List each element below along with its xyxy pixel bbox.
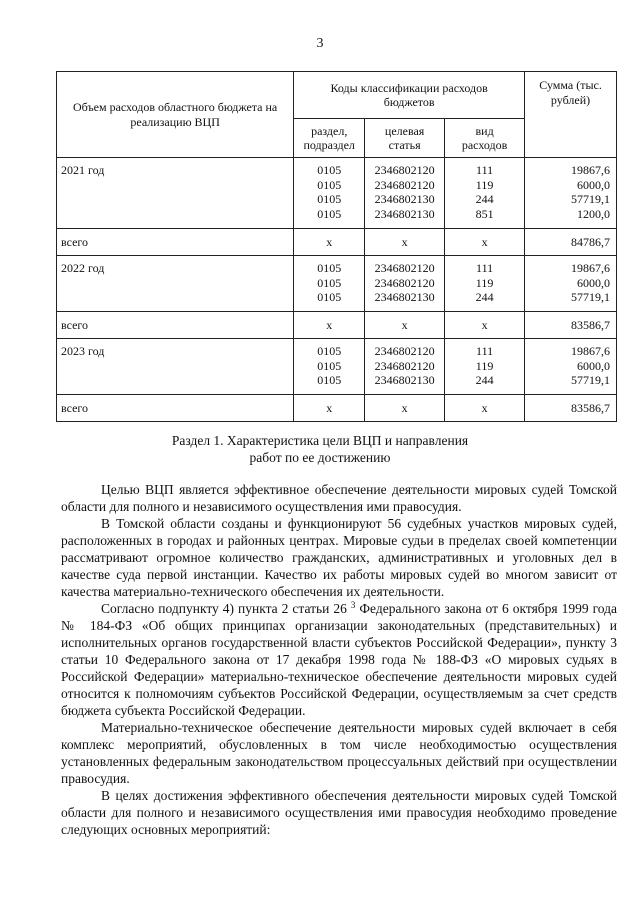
total-sum: 83586,7 bbox=[525, 312, 617, 339]
article-column-header: целевая статья bbox=[365, 119, 445, 158]
total-type: х bbox=[445, 395, 525, 422]
section-title bbox=[0, 432, 640, 466]
article-cell: 2346802120 2346802120 2346802130 bbox=[365, 339, 445, 395]
total-sum: 84786,7 bbox=[525, 229, 617, 256]
paragraph-text: Федерального закона от 6 октября 1999 года № 184-ФЗ «Об общих принципах организации законодательных (представительных) и исполнительных органов государственной власти субъектов Российской Федерации», пункту 3 статьи 10 Федерального закона от 17 декабря 1998 года № 188-ФЗ «О мировых судьях в Российской Федерации» материально-техническое обеспечение деятельности мировых судей относится к полномочиям субъектов Российской Федерации, осуществляемым за счет средств бюджета субъекта Российской Федерации. bbox=[61, 601, 618, 718]
paragraph bbox=[61, 600, 617, 719]
budget-table bbox=[56, 71, 617, 422]
section-column-header: раздел, подраздел bbox=[294, 119, 365, 158]
year-row bbox=[57, 256, 617, 312]
total-type: х bbox=[445, 312, 525, 339]
codes-header: Коды классификации расходов бюджетов bbox=[294, 72, 525, 119]
total-section: х bbox=[294, 395, 365, 422]
type-column-header: вид расходов bbox=[445, 119, 525, 158]
volume-header: Объем расходов областного бюджета на реализацию ВЦП bbox=[57, 72, 294, 158]
total-article: х bbox=[365, 229, 445, 256]
paragraph: Материально-техническое обеспечение деятельности мировых судей включает в себя комплекс мероприятий, обусловленных в том числе необходимостью осуществления установленных федеральным законодательством процессуальных действий при осуществлении правосудия. bbox=[61, 720, 617, 786]
paragraph: Целью ВЦП является эффективное обеспечение деятельности мировых судей Томской области для полного и независимого осуществления ими правосудия. bbox=[61, 482, 617, 514]
section-cell: 0105 0105 0105 bbox=[294, 256, 365, 312]
article-cell: 2346802120 2346802120 2346802130 bbox=[365, 256, 445, 312]
paragraph: В целях достижения эффективного обеспечения деятельности мировых судей Томской области для полного и независимого осуществления ими правосудия необходимо проведение следующих основных мероприятий: bbox=[61, 788, 617, 837]
year-label: 2023 год bbox=[57, 339, 294, 395]
sum-cell: 19867,6 6000,0 57719,1 1200,0 bbox=[525, 158, 617, 229]
sum-cell: 19867,6 6000,0 57719,1 bbox=[525, 256, 617, 312]
total-sum: 83586,7 bbox=[525, 395, 617, 422]
section-title-line: Раздел 1. Характеристика цели ВЦП и направления bbox=[171, 433, 469, 448]
sum-header: Сумма (тыс. рублей) bbox=[525, 72, 617, 158]
type-cell: 111 119 244 851 bbox=[445, 158, 525, 229]
total-label: всего bbox=[57, 229, 294, 256]
total-section: х bbox=[294, 312, 365, 339]
body-text bbox=[61, 481, 617, 838]
total-type: х bbox=[445, 229, 525, 256]
sum-cell: 19867,6 6000,0 57719,1 bbox=[525, 339, 617, 395]
total-article: х bbox=[365, 395, 445, 422]
year-label: 2021 год bbox=[57, 158, 294, 229]
type-cell: 111 119 244 bbox=[445, 339, 525, 395]
section-cell: 0105 0105 0105 0105 bbox=[294, 158, 365, 229]
total-article: х bbox=[365, 312, 445, 339]
paragraph: В Томской области созданы и функционируют 56 судебных участков мировых судей, расположенных в городах и районных центрах. Мировые судьи в пределах своей компетенции рассматривают огромное количество гражданских, административных и уголовных дел в качестве суда первой инстанции. Качество их работы мировых судей во многом зависит от качества материально-технического обеспечения их деятельности. bbox=[61, 516, 617, 599]
total-row bbox=[57, 229, 617, 256]
year-row bbox=[57, 158, 617, 229]
total-label: всего bbox=[57, 395, 294, 422]
article-cell: 2346802120 2346802120 2346802130 2346802130 bbox=[365, 158, 445, 229]
total-row bbox=[57, 395, 617, 422]
year-row bbox=[57, 339, 617, 395]
section-title-line: работ по ее достижению bbox=[249, 450, 391, 465]
total-row bbox=[57, 312, 617, 339]
footnote-superscript: 3 bbox=[350, 600, 356, 610]
year-label: 2022 год bbox=[57, 256, 294, 312]
total-label: всего bbox=[57, 312, 294, 339]
paragraph-text: Согласно подпункту 4) пункта 2 статьи 26 bbox=[101, 601, 351, 616]
page-number: 3 bbox=[316, 36, 324, 51]
section-cell: 0105 0105 0105 bbox=[294, 339, 365, 395]
total-section: х bbox=[294, 229, 365, 256]
type-cell: 111 119 244 bbox=[445, 256, 525, 312]
